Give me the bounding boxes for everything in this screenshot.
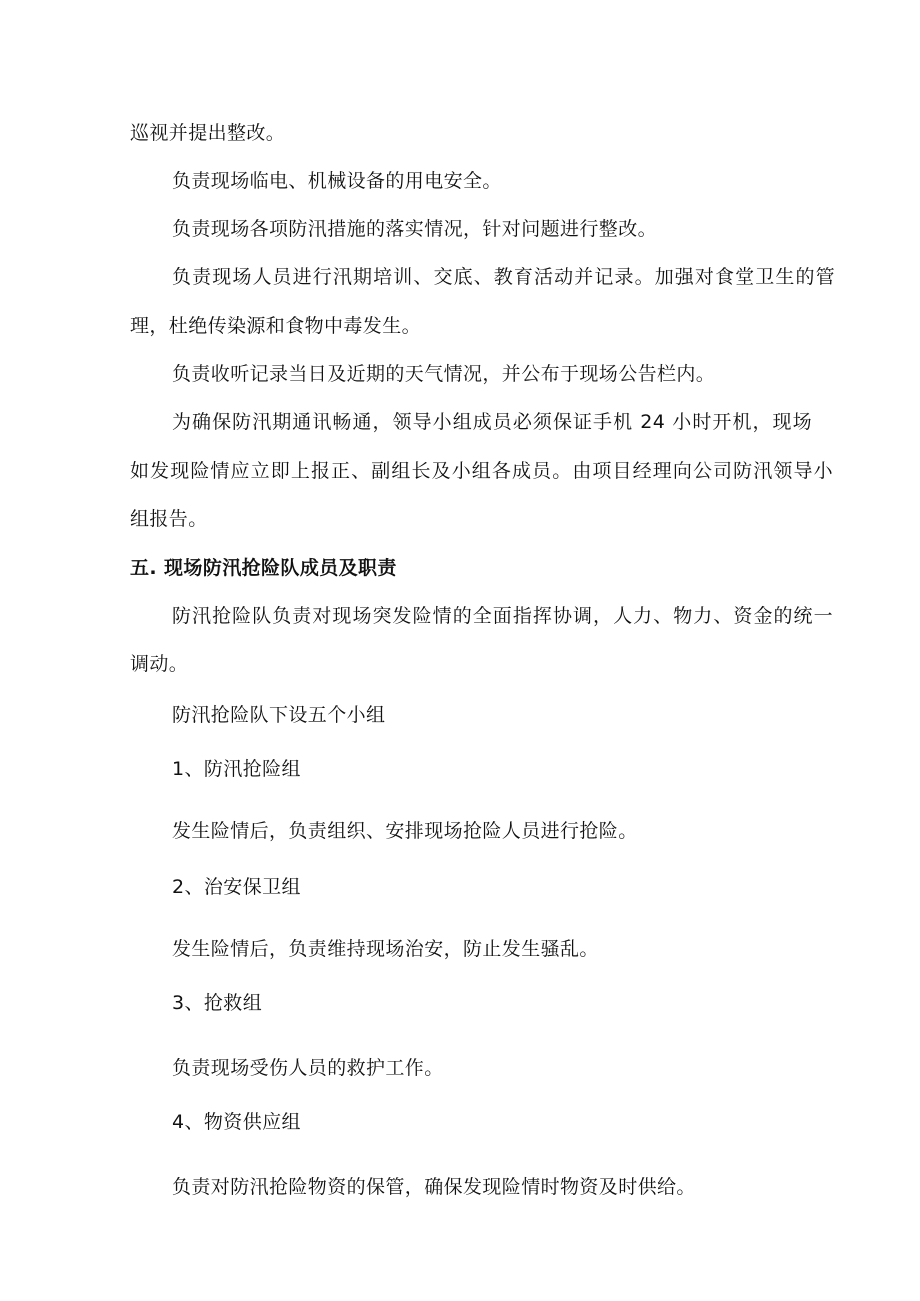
paragraph-line: 负责现场临电、机械设备的用电安全。	[172, 170, 502, 192]
paragraph-line: 负责收听记录当日及近期的天气情况，并公布于现场公告栏内。	[172, 363, 716, 385]
paragraph-line: 负责现场人员进行汛期培训、交底、教育活动并记录。加强对食堂卫生的管	[172, 266, 835, 288]
group-title: 2、治安保卫组	[172, 876, 301, 898]
group-duty: 发生险情后，负责维持现场治安，防止发生骚乱。	[172, 938, 599, 960]
paragraph-line: 调动。	[130, 653, 189, 675]
group-duty: 发生险情后，负责组织、安排现场抢险人员进行抢险。	[172, 820, 638, 842]
paragraph-line: 防汛抢险队负责对现场突发险情的全面指挥协调，人力、物力、资金的统一	[172, 605, 833, 627]
group-duty: 负责现场受伤人员的救护工作。	[172, 1057, 444, 1079]
paragraph-line: 如发现险情应立即上报正、副组长及小组各成员。由项目经理向公司防汛领导小	[130, 460, 833, 482]
paragraph-line: 负责现场各项防汛措施的落实情况，针对问题进行整改。	[172, 218, 658, 240]
group-title: 3、抢救组	[172, 992, 263, 1014]
group-title: 4、物资供应组	[172, 1111, 301, 1133]
paragraph-line: 为确保防汛期通讯畅通，领导小组成员必须保证手机 24 小时开机，现场	[172, 411, 812, 433]
section-heading: 五. 现场防汛抢险队成员及职责	[130, 557, 397, 579]
paragraph-line: 巡视并提出整改。	[130, 122, 286, 144]
group-title: 1、防汛抢险组	[172, 758, 301, 780]
paragraph-line: 防汛抢险队下设五个小组	[172, 704, 386, 726]
paragraph-line: 理，杜绝传染源和食物中毒发生。	[130, 315, 422, 337]
paragraph-line: 组报告。	[130, 508, 208, 530]
group-duty: 负责对防汛抢险物资的保管，确保发现险情时物资及时供给。	[172, 1176, 696, 1198]
